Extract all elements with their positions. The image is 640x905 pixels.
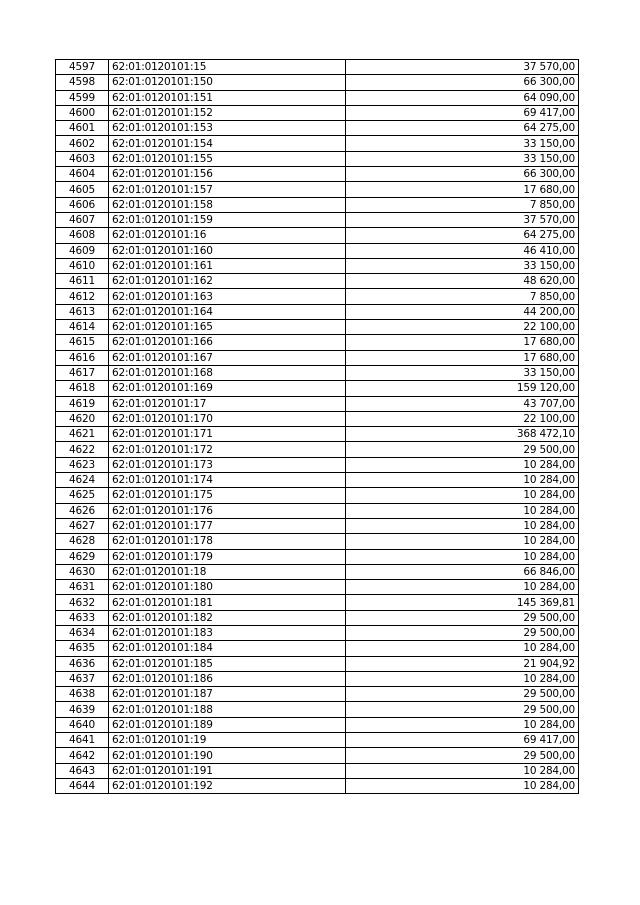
row-number-cell: 4621 [56, 427, 109, 442]
cadastral-number-cell: 62:01:0120101:161 [109, 258, 346, 273]
table-row [56, 549, 579, 564]
row-number-cell: 4643 [56, 763, 109, 778]
row-number-cell: 4605 [56, 182, 109, 197]
row-number-cell: 4640 [56, 717, 109, 732]
cadastral-value-cell: 29 500,00 [346, 702, 579, 717]
row-number-cell: 4598 [56, 75, 109, 90]
cadastral-value-cell: 33 150,00 [346, 258, 579, 273]
table-row [56, 580, 579, 595]
cadastral-number-cell: 62:01:0120101:168 [109, 365, 346, 380]
table-row [56, 258, 579, 273]
row-number-cell: 4609 [56, 243, 109, 258]
cadastral-value-cell: 17 680,00 [346, 182, 579, 197]
table-row [56, 396, 579, 411]
cadastral-number-cell: 62:01:0120101:170 [109, 411, 346, 426]
table-row [56, 671, 579, 686]
row-number-cell: 4624 [56, 473, 109, 488]
table-row [56, 564, 579, 579]
table-row [56, 350, 579, 365]
cadastral-value-cell: 66 300,00 [346, 167, 579, 182]
cadastral-number-cell: 62:01:0120101:167 [109, 350, 346, 365]
cadastral-value-cell: 64 275,00 [346, 228, 579, 243]
cadastral-number-cell: 62:01:0120101:157 [109, 182, 346, 197]
cadastral-number-cell: 62:01:0120101:172 [109, 442, 346, 457]
table-row [56, 442, 579, 457]
cadastral-value-cell: 22 100,00 [346, 320, 579, 335]
row-number-cell: 4601 [56, 121, 109, 136]
table-row [56, 335, 579, 350]
cadastral-number-cell: 62:01:0120101:153 [109, 121, 346, 136]
cadastral-number-cell: 62:01:0120101:15 [109, 60, 346, 75]
row-number-cell: 4603 [56, 151, 109, 166]
row-number-cell: 4619 [56, 396, 109, 411]
cadastral-number-cell: 62:01:0120101:189 [109, 717, 346, 732]
cadastral-number-cell: 62:01:0120101:158 [109, 197, 346, 212]
table-row [56, 105, 579, 120]
table-row [56, 717, 579, 732]
cadastral-value-cell: 43 707,00 [346, 396, 579, 411]
cadastral-number-cell: 62:01:0120101:17 [109, 396, 346, 411]
table-row [56, 182, 579, 197]
row-number-cell: 4626 [56, 503, 109, 518]
row-number-cell: 4630 [56, 564, 109, 579]
table-row [56, 411, 579, 426]
cadastral-value-cell: 48 620,00 [346, 274, 579, 289]
row-number-cell: 4604 [56, 167, 109, 182]
row-number-cell: 4633 [56, 610, 109, 625]
cadastral-value-cell: 33 150,00 [346, 151, 579, 166]
cadastral-number-cell: 62:01:0120101:159 [109, 212, 346, 227]
cadastral-value-cell: 368 472,10 [346, 427, 579, 442]
cadastral-number-cell: 62:01:0120101:175 [109, 488, 346, 503]
cadastral-number-cell: 62:01:0120101:185 [109, 656, 346, 671]
table-row [56, 167, 579, 182]
table-row [56, 610, 579, 625]
cadastral-number-cell: 62:01:0120101:154 [109, 136, 346, 151]
row-number-cell: 4620 [56, 411, 109, 426]
row-number-cell: 4608 [56, 228, 109, 243]
table-row [56, 320, 579, 335]
cadastral-value-cell: 7 850,00 [346, 197, 579, 212]
row-number-cell: 4606 [56, 197, 109, 212]
row-number-cell: 4599 [56, 90, 109, 105]
cadastral-number-cell: 62:01:0120101:174 [109, 473, 346, 488]
row-number-cell: 4617 [56, 365, 109, 380]
row-number-cell: 4623 [56, 457, 109, 472]
cadastral-number-cell: 62:01:0120101:19 [109, 733, 346, 748]
cadastral-value-cell: 159 120,00 [346, 381, 579, 396]
cadastral-number-cell: 62:01:0120101:177 [109, 518, 346, 533]
cadastral-value-cell: 21 904,92 [346, 656, 579, 671]
cadastral-number-cell: 62:01:0120101:173 [109, 457, 346, 472]
table-row [56, 381, 579, 396]
row-number-cell: 4600 [56, 105, 109, 120]
row-number-cell: 4635 [56, 641, 109, 656]
table-row [56, 625, 579, 640]
row-number-cell: 4638 [56, 687, 109, 702]
cadastral-value-cell: 10 284,00 [346, 534, 579, 549]
cadastral-number-cell: 62:01:0120101:180 [109, 580, 346, 595]
row-number-cell: 4631 [56, 580, 109, 595]
row-number-cell: 4597 [56, 60, 109, 75]
cadastral-value-cell: 29 500,00 [346, 687, 579, 702]
table-row [56, 427, 579, 442]
row-number-cell: 4622 [56, 442, 109, 457]
table-row [56, 488, 579, 503]
cadastral-value-table [55, 59, 579, 794]
cadastral-number-cell: 62:01:0120101:18 [109, 564, 346, 579]
table-row [56, 457, 579, 472]
table-row [56, 763, 579, 778]
cadastral-value-cell: 69 417,00 [346, 733, 579, 748]
table-row [56, 197, 579, 212]
row-number-cell: 4602 [56, 136, 109, 151]
cadastral-number-cell: 62:01:0120101:152 [109, 105, 346, 120]
cadastral-number-cell: 62:01:0120101:192 [109, 778, 346, 793]
table-row [56, 733, 579, 748]
row-number-cell: 4614 [56, 320, 109, 335]
table-row [56, 136, 579, 151]
cadastral-value-cell: 17 680,00 [346, 335, 579, 350]
cadastral-number-cell: 62:01:0120101:150 [109, 75, 346, 90]
cadastral-number-cell: 62:01:0120101:156 [109, 167, 346, 182]
cadastral-value-cell: 10 284,00 [346, 778, 579, 793]
cadastral-number-cell: 62:01:0120101:178 [109, 534, 346, 549]
cadastral-value-cell: 29 500,00 [346, 442, 579, 457]
row-number-cell: 4613 [56, 304, 109, 319]
cadastral-number-cell: 62:01:0120101:164 [109, 304, 346, 319]
cadastral-number-cell: 62:01:0120101:181 [109, 595, 346, 610]
cadastral-value-cell: 66 846,00 [346, 564, 579, 579]
row-number-cell: 4618 [56, 381, 109, 396]
table-row [56, 778, 579, 793]
cadastral-number-cell: 62:01:0120101:191 [109, 763, 346, 778]
table-row [56, 228, 579, 243]
cadastral-value-cell: 10 284,00 [346, 763, 579, 778]
cadastral-number-cell: 62:01:0120101:16 [109, 228, 346, 243]
row-number-cell: 4625 [56, 488, 109, 503]
cadastral-value-cell: 10 284,00 [346, 488, 579, 503]
row-number-cell: 4636 [56, 656, 109, 671]
cadastral-value-cell: 7 850,00 [346, 289, 579, 304]
cadastral-number-cell: 62:01:0120101:160 [109, 243, 346, 258]
table-row [56, 702, 579, 717]
cadastral-number-cell: 62:01:0120101:179 [109, 549, 346, 564]
row-number-cell: 4628 [56, 534, 109, 549]
row-number-cell: 4627 [56, 518, 109, 533]
cadastral-value-cell: 66 300,00 [346, 75, 579, 90]
cadastral-value-cell: 33 150,00 [346, 136, 579, 151]
cadastral-value-cell: 10 284,00 [346, 457, 579, 472]
cadastral-value-cell: 10 284,00 [346, 518, 579, 533]
table-row [56, 641, 579, 656]
cadastral-value-cell: 145 369,81 [346, 595, 579, 610]
cadastral-number-cell: 62:01:0120101:171 [109, 427, 346, 442]
cadastral-number-cell: 62:01:0120101:186 [109, 671, 346, 686]
table-row [56, 748, 579, 763]
cadastral-number-cell: 62:01:0120101:162 [109, 274, 346, 289]
cadastral-number-cell: 62:01:0120101:165 [109, 320, 346, 335]
cadastral-value-cell: 10 284,00 [346, 641, 579, 656]
cadastral-value-cell: 44 200,00 [346, 304, 579, 319]
cadastral-number-cell: 62:01:0120101:184 [109, 641, 346, 656]
row-number-cell: 4644 [56, 778, 109, 793]
row-number-cell: 4639 [56, 702, 109, 717]
cadastral-value-cell: 10 284,00 [346, 717, 579, 732]
cadastral-value-cell: 29 500,00 [346, 625, 579, 640]
table-body [56, 60, 579, 794]
row-number-cell: 4615 [56, 335, 109, 350]
cadastral-value-cell: 10 284,00 [346, 549, 579, 564]
cadastral-value-cell: 10 284,00 [346, 580, 579, 595]
cadastral-number-cell: 62:01:0120101:163 [109, 289, 346, 304]
cadastral-value-cell: 10 284,00 [346, 473, 579, 488]
row-number-cell: 4612 [56, 289, 109, 304]
table-row [56, 121, 579, 136]
table-row [56, 534, 579, 549]
table-row [56, 304, 579, 319]
cadastral-value-cell: 37 570,00 [346, 212, 579, 227]
table-row [56, 289, 579, 304]
table-row [56, 274, 579, 289]
cadastral-value-cell: 29 500,00 [346, 748, 579, 763]
cadastral-value-cell: 64 275,00 [346, 121, 579, 136]
cadastral-number-cell: 62:01:0120101:190 [109, 748, 346, 763]
table-row [56, 212, 579, 227]
row-number-cell: 4634 [56, 625, 109, 640]
cadastral-number-cell: 62:01:0120101:176 [109, 503, 346, 518]
cadastral-value-cell: 22 100,00 [346, 411, 579, 426]
cadastral-number-cell: 62:01:0120101:166 [109, 335, 346, 350]
row-number-cell: 4641 [56, 733, 109, 748]
row-number-cell: 4637 [56, 671, 109, 686]
table-row [56, 518, 579, 533]
cadastral-number-cell: 62:01:0120101:188 [109, 702, 346, 717]
table-row [56, 60, 579, 75]
cadastral-number-cell: 62:01:0120101:155 [109, 151, 346, 166]
cadastral-value-cell: 46 410,00 [346, 243, 579, 258]
cadastral-value-cell: 69 417,00 [346, 105, 579, 120]
row-number-cell: 4629 [56, 549, 109, 564]
table-row [56, 365, 579, 380]
cadastral-value-cell: 10 284,00 [346, 503, 579, 518]
row-number-cell: 4610 [56, 258, 109, 273]
cadastral-value-cell: 17 680,00 [346, 350, 579, 365]
row-number-cell: 4632 [56, 595, 109, 610]
row-number-cell: 4616 [56, 350, 109, 365]
row-number-cell: 4611 [56, 274, 109, 289]
row-number-cell: 4642 [56, 748, 109, 763]
cadastral-number-cell: 62:01:0120101:151 [109, 90, 346, 105]
cadastral-value-cell: 64 090,00 [346, 90, 579, 105]
table-row [56, 687, 579, 702]
table-row [56, 503, 579, 518]
table-row [56, 75, 579, 90]
cadastral-value-cell: 33 150,00 [346, 365, 579, 380]
cadastral-number-cell: 62:01:0120101:182 [109, 610, 346, 625]
cadastral-number-cell: 62:01:0120101:183 [109, 625, 346, 640]
table-row [56, 595, 579, 610]
table-row [56, 243, 579, 258]
cadastral-value-cell: 10 284,00 [346, 671, 579, 686]
table-row [56, 473, 579, 488]
table-row [56, 90, 579, 105]
table-row [56, 151, 579, 166]
cadastral-number-cell: 62:01:0120101:187 [109, 687, 346, 702]
cadastral-value-cell: 29 500,00 [346, 610, 579, 625]
table-row [56, 656, 579, 671]
row-number-cell: 4607 [56, 212, 109, 227]
cadastral-value-cell: 37 570,00 [346, 60, 579, 75]
cadastral-number-cell: 62:01:0120101:169 [109, 381, 346, 396]
